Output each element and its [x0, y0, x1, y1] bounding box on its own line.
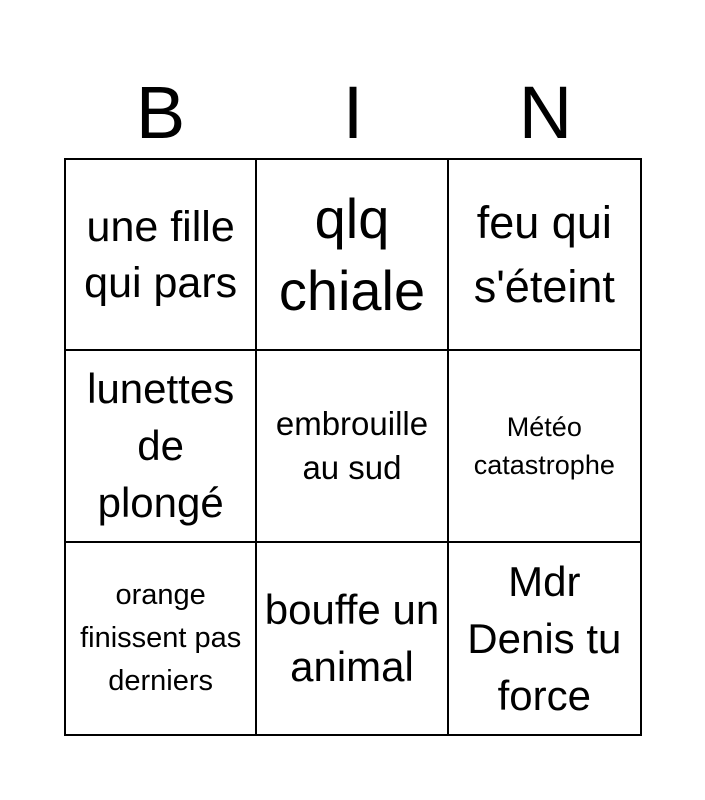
header-letter-b: B	[135, 71, 186, 154]
header-letter-i: I	[342, 71, 364, 154]
cell-label: orange finissent pas derniers	[80, 578, 242, 697]
bingo-cell-8[interactable]	[257, 543, 448, 734]
cell-label: Mdr Denis tu force	[467, 557, 622, 719]
bingo-cell-1[interactable]	[66, 160, 257, 351]
bingo-cell-9[interactable]	[449, 543, 640, 734]
bingo-cell-7[interactable]	[66, 543, 257, 734]
cell-label: qlq chiale	[278, 186, 426, 322]
cell-label: Météo catastrophe	[473, 411, 615, 480]
header-letter-n: N	[518, 71, 573, 154]
bingo-cell-3[interactable]	[449, 160, 640, 351]
bingo-cell-2[interactable]	[257, 160, 448, 351]
bingo-grid	[64, 158, 642, 736]
bingo-header	[64, 70, 642, 156]
cell-label: embrouille au sud	[275, 404, 429, 486]
cell-label: feu qui s'éteint	[473, 196, 615, 312]
cell-label: une fille qui pars	[84, 202, 238, 307]
bingo-cell-5[interactable]	[257, 351, 448, 542]
cell-label: bouffe un animal	[264, 586, 440, 691]
bingo-cell-6[interactable]	[449, 351, 640, 542]
cell-label: lunettes de plongé	[87, 365, 235, 527]
bingo-cell-4[interactable]	[66, 351, 257, 542]
